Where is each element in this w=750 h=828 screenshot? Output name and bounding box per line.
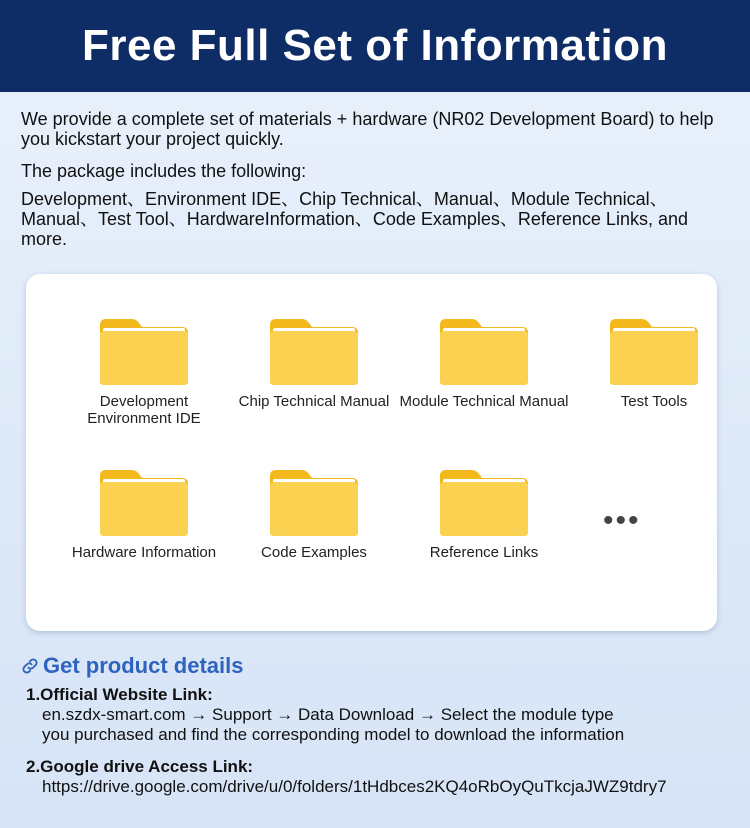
folder-icon [268,317,360,387]
intro-paragraph: We provide a complete set of materials + hardware (NR02 Development Board) to help you kickstart your project quickly. [21,109,714,149]
details-heading [20,653,740,679]
package-contents: Development、Environment IDE、Chip Technical、Manual、Module Technical、Manual、Test Tool、HardwareInformation、Code Examples、Reference Links, and more. [21,189,688,249]
folder-item-code-examples[interactable] [229,468,399,561]
folder-icon [268,468,360,538]
page-title: Free Full Set of Information [81,21,669,70]
more-icon: ••• [603,504,641,537]
package-heading: The package includes the following: [21,161,307,181]
folder-item-reference-links[interactable] [399,468,569,561]
step-heading: 1.Official Website Link: [26,685,213,704]
folder-icon [608,317,700,387]
step-line: you purchased and find the corresponding model to download the information [42,725,625,744]
step-heading: 2.Google drive Access Link: [26,757,254,776]
official-website-step [26,685,740,745]
product-details-section [20,653,740,797]
folder-icon [438,317,530,387]
folder-label: Test Tools [620,393,688,410]
folder-label: Development Environment IDE [87,393,201,427]
step-line[interactable]: en.szdx-smart.com → Support → Data Download → Select the module type [42,705,614,724]
folder-item-test-tools[interactable] [569,317,739,410]
folder-icon [438,468,530,538]
folder-icon [98,317,190,387]
folder-label: Code Examples [261,544,367,561]
folder-item-hardware-info[interactable] [59,468,229,561]
link-icon [20,656,40,676]
folder-label: Chip Technical Manual [238,393,390,410]
details-title: Get product details [43,653,244,678]
folder-label: Module Technical Manual [399,393,569,410]
intro-section [21,109,731,257]
google-drive-step [26,757,740,797]
folder-item-development-ide[interactable] [59,317,229,427]
folder-item-module-manual[interactable] [399,317,569,410]
folder-label: Hardware Information [71,544,217,561]
folder-item-chip-manual[interactable] [229,317,399,410]
folder-card [26,274,717,631]
folder-label: Reference Links [429,544,539,561]
folder-icon [98,468,190,538]
page-header [0,0,750,92]
drive-link[interactable]: https://drive.google.com/drive/u/0/folders/1tHdbces2KQ4oRbOyQuTkcjaJWZ9tdry7 [42,777,667,796]
